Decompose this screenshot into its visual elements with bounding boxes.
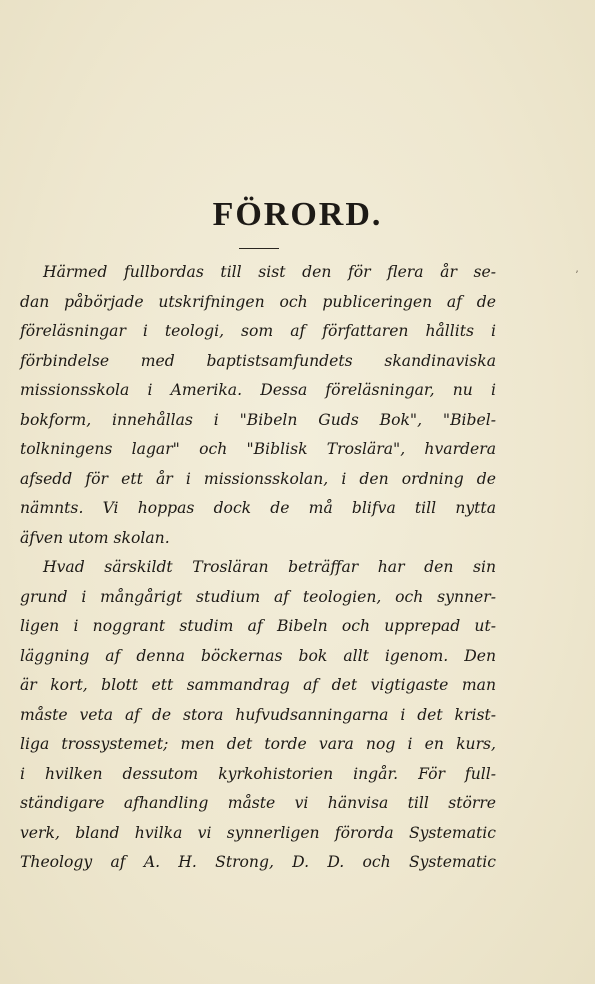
- text-line: Hvad särskildt Trosläran beträffar har den sin: [43, 558, 496, 576]
- text-line: liga trossystemet; men det torde vara nog i en kurs,: [20, 735, 496, 753]
- text-line: grund i mångårigt studium af teologien, och synner-: [20, 587, 496, 606]
- text-line: måste veta af de stora hufvudsanningarna i det krist-: [20, 705, 496, 724]
- body-text: [20, 258, 496, 878]
- text-line: äfven utom skolan.: [20, 528, 170, 547]
- text-line: afsedd för ett år i missionsskolan, i den ordning de: [20, 469, 496, 488]
- text-line: ligen i noggrant studim af Bibeln och upprepad ut-: [20, 617, 496, 635]
- text-line: verk, bland hvilka vi synnerligen förorda Systematic: [20, 823, 496, 842]
- text-line: tolkningens lagar" och "Biblisk Troslära", hvardera: [20, 440, 496, 458]
- title-divider: [239, 248, 279, 249]
- paper-speck: ʼ: [575, 270, 579, 281]
- text-line: läggning af denna böckernas bok allt igenom. Den: [20, 646, 496, 665]
- text-line: bokform, innehållas i "Bibeln Guds Bok", "Bibel-: [20, 410, 496, 429]
- text-line: ständigare afhandling måste vi hänvisa till större: [20, 794, 496, 812]
- page-title: FÖRORD.: [212, 196, 383, 233]
- text-line: Theology af A. H. Strong, D. D. och Systematic: [20, 853, 496, 871]
- text-line: missionsskola i Amerika. Dessa föreläsningar, nu i: [20, 381, 496, 399]
- text-line: nämnts. Vi hoppas dock de må blifva till nytta: [20, 499, 496, 517]
- text-line: är kort, blott ett sammandrag af det vigtigaste man: [20, 676, 496, 694]
- text-line: förbindelse med baptistsamfundets skandinaviska: [20, 351, 496, 370]
- text-line: i hvilken dessutom kyrkohistorien ingår. För full-: [20, 764, 496, 783]
- text-line: dan påbörjade utskrifningen och publiceringen af de: [20, 292, 496, 311]
- text-line: Härmed fullbordas till sist den för flera år se-: [43, 263, 496, 281]
- text-line: föreläsningar i teologi, som af författaren hållits i: [20, 322, 496, 340]
